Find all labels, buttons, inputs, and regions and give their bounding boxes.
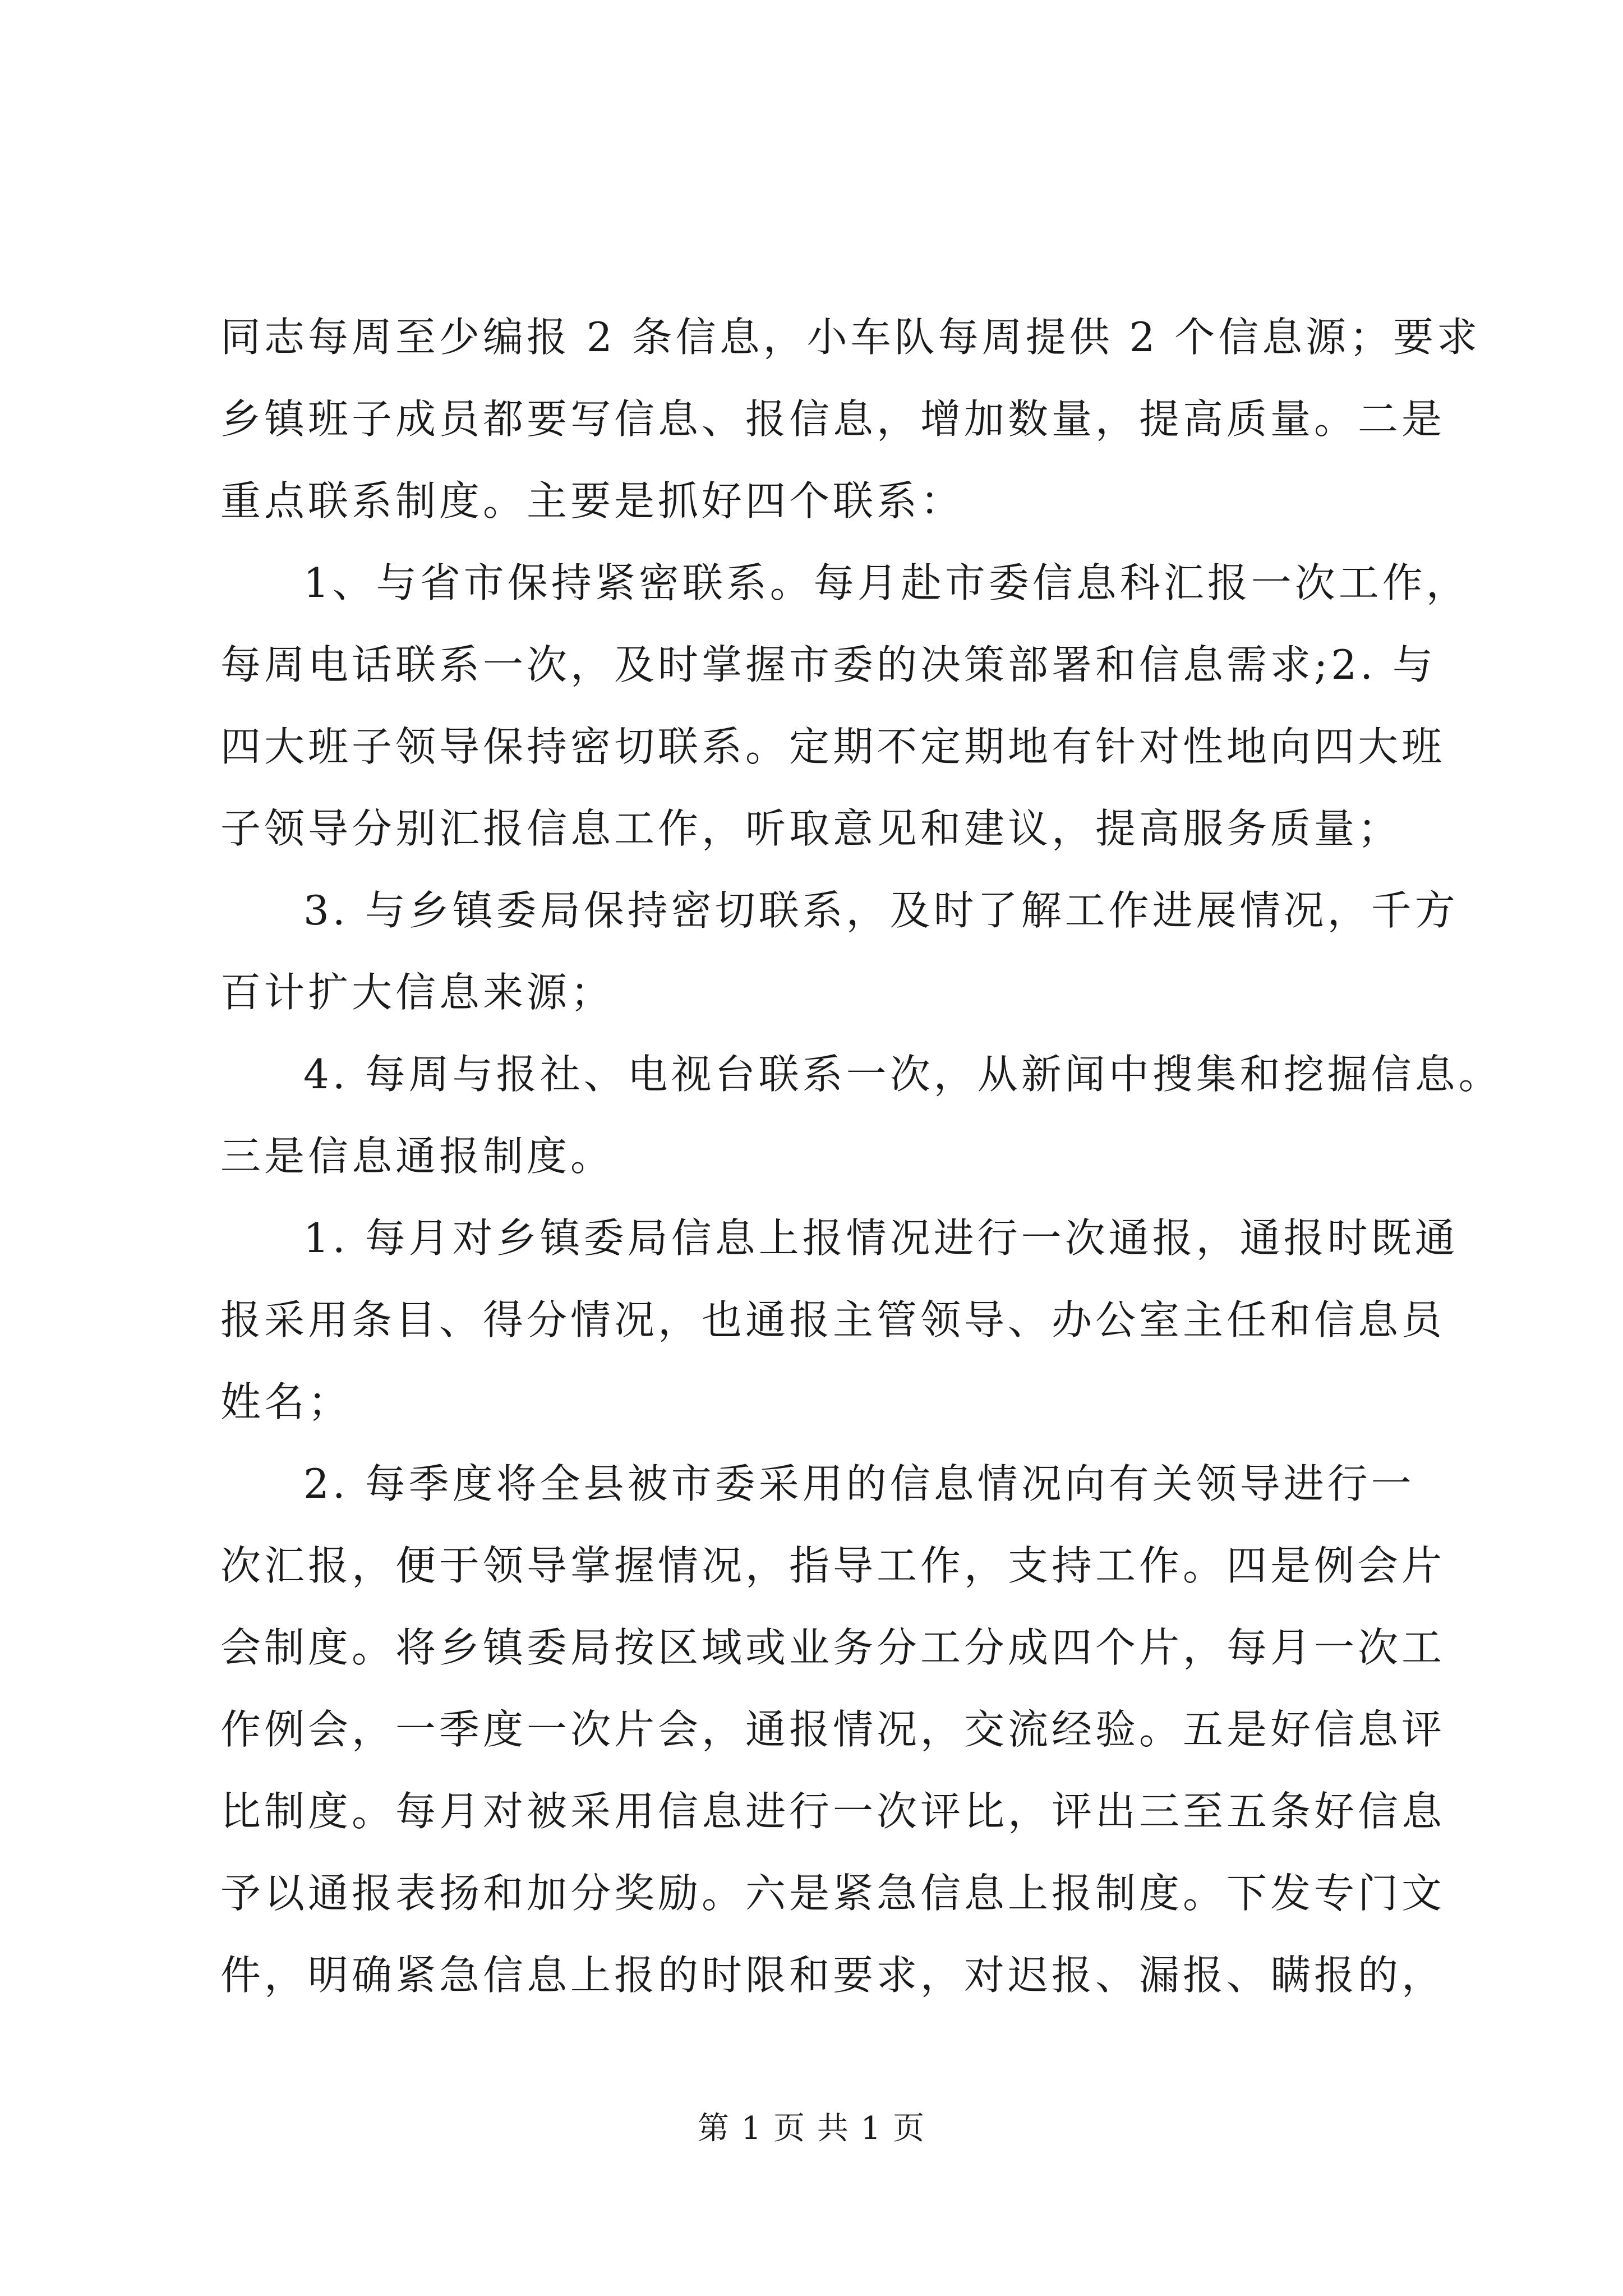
text-line: 三是信息通报制度。	[220, 1133, 615, 1180]
body-text	[220, 296, 1502, 2016]
paragraph-start-line: 4. 每周与报社、电视台联系一次，从新闻中搜集和挖掘信息。	[303, 1051, 1502, 1098]
text-line: 次汇报，便于领导掌握情况，指导工作，支持工作。四是例会片	[220, 1542, 1446, 1589]
page-footer: 第 1 页 共 1 页	[697, 2110, 926, 2147]
text-line: 四大班子领导保持密切联系。定期不定期地有针对性地向四大班	[220, 723, 1446, 770]
paragraph-start-line: 3. 与乡镇委局保持密切联系，及时了解工作进展情况，千方	[303, 887, 1459, 934]
text-line: 比制度。每月对被采用信息进行一次评比，评出三至五条好信息	[220, 1788, 1446, 1835]
text-line: 每周电话联系一次，及时掌握市委的决策部署和信息需求;2. 与	[220, 641, 1436, 688]
paragraph-start-line: 1. 每月对乡镇委局信息上报情况进行一次通报，通报时既通	[303, 1214, 1459, 1262]
paragraph-start-line: 2. 每季度将全县被市委采用的信息情况向有关领导进行一	[303, 1460, 1415, 1507]
text-line: 予以通报表扬和加分奖励。六是紧急信息上报制度。下发专门文	[220, 1870, 1446, 1917]
text-line: 乡镇班子成员都要写信息、报信息，增加数量，提高质量。二是	[220, 395, 1446, 443]
text-line: 百计扩大信息来源；	[220, 969, 615, 1016]
paragraph-start-line: 1、与省市保持紧密联系。每月赴市委信息科汇报一次工作，	[303, 559, 1470, 606]
text-line: 会制度。将乡镇委局按区域或业务分工分成四个片，每月一次工	[220, 1624, 1446, 1671]
text-line: 姓名；	[220, 1378, 352, 1425]
text-line: 报采用条目、得分情况，也通报主管领导、办公室主任和信息员	[220, 1296, 1446, 1343]
text-line: 作例会，一季度一次片会，通报情况，交流经验。五是好信息评	[220, 1706, 1446, 1753]
text-line: 同志每周至少编报 2 条信息，小车队每周提供 2 个信息源；要求	[220, 314, 1481, 361]
text-line: 重点联系制度。主要是抓好四个联系：	[220, 477, 965, 524]
text-line: 子领导分别汇报信息工作，听取意见和建议，提高服务质量；	[220, 805, 1402, 852]
text-line: 件，明确紧急信息上报的时限和要求，对迟报、漏报、瞒报的，	[220, 1952, 1446, 1999]
